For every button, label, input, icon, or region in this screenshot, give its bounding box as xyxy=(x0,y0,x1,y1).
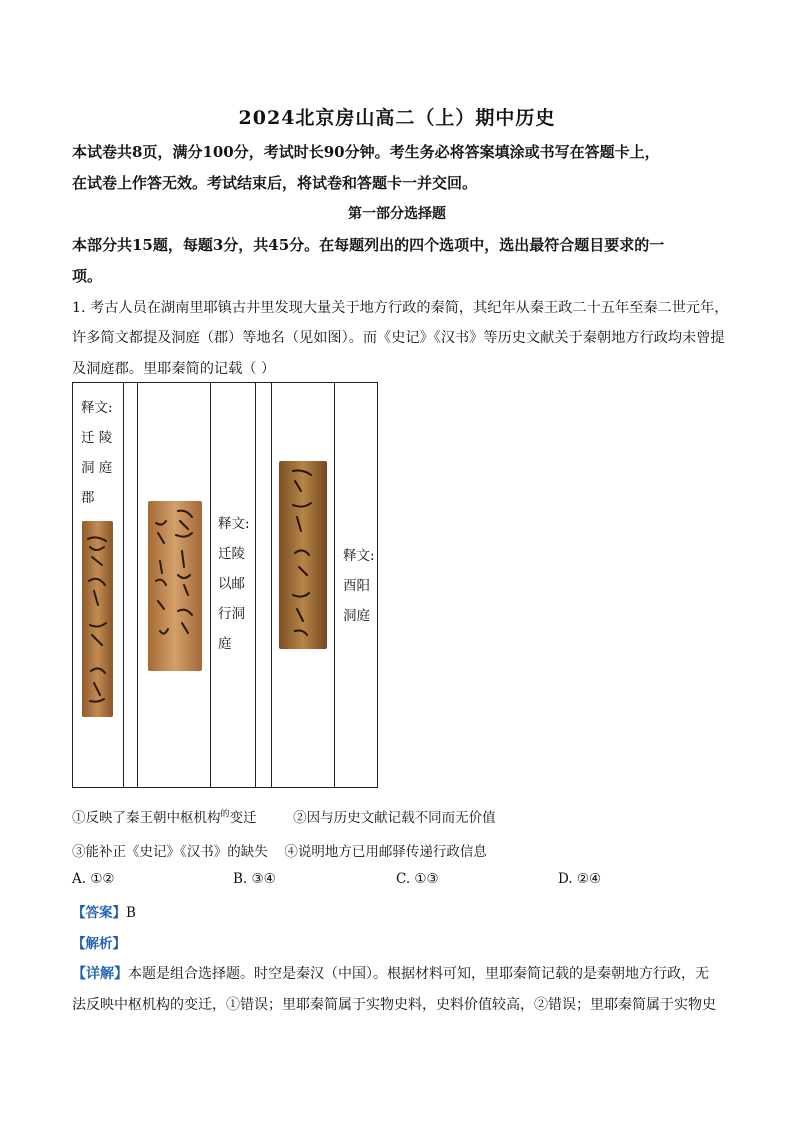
question-1-line-3: 及洞庭郡。里耶秦简的记载（ ） xyxy=(72,361,276,377)
page-title: 2024北京房山高二（上）期中历史 xyxy=(238,107,556,129)
option-b: B. ③④ xyxy=(233,871,276,887)
slip-table xyxy=(72,382,378,788)
intro-line-1: 本试卷共8页，满分100分，考试时长90分钟。考生务必将答案填涂或书写在答题卡上， xyxy=(72,143,660,161)
statement-2-text: ②因与历史文献记载不同而无价值 xyxy=(293,810,496,826)
intro-line-2: 在试卷上作答无效。考试结束后，将试卷和答题卡一并交回。 xyxy=(72,174,478,192)
slip-2-char-3: 行洞 xyxy=(218,606,245,622)
slip-1-image xyxy=(82,521,113,717)
slip-2-char-2: 以邮 xyxy=(218,576,245,592)
table-col-5 xyxy=(255,383,272,787)
slip-1-caption xyxy=(81,393,113,513)
slip-3-label: 释文: xyxy=(343,548,375,564)
statement-1-text-b: 变迁 xyxy=(229,810,257,826)
slip-3-image xyxy=(279,461,327,649)
table-col-2 xyxy=(123,383,138,787)
question-1-line-1: 1. 考古人员在湖南里耶镇古井里发现大量关于地方行政的秦简，其纪年从秦王政二十五年至秦二世元年， xyxy=(72,300,729,316)
answer-line xyxy=(72,901,732,921)
slip-3-caption xyxy=(343,541,375,631)
slip-3-char-2: 洞庭 xyxy=(343,608,370,624)
section-desc-line-2: 项。 xyxy=(72,267,103,285)
analysis-line xyxy=(72,932,732,952)
slip-1-label: 释文: xyxy=(81,400,113,416)
slip-2-char-1: 迁陵 xyxy=(218,546,245,562)
section-desc-line-1: 本部分共15题，每题3分，共45分。在每题列出的四个选项中，选出最符合题目要求的一 xyxy=(72,236,665,254)
slip-2-label: 释文: xyxy=(218,516,250,532)
detail-text-1: 本题是组合选择题。时空是秦汉（中国）。根据材料可知，里耶秦简记载的是秦朝地方行政，无 xyxy=(128,966,709,982)
slip-1-char-1: 迁 陵 xyxy=(81,430,113,446)
statements-line-2 xyxy=(72,840,732,860)
statement-1-sup: 的 xyxy=(220,809,230,820)
option-a: A. ①② xyxy=(72,871,115,887)
detail-line-1 xyxy=(72,963,732,983)
statement-3-text: ③能补正《史记》《汉书》的缺失 xyxy=(72,844,268,860)
section-title: 第一部分选择题 xyxy=(348,206,446,222)
slip-2-caption xyxy=(218,509,250,659)
slip-3-char-1: 酉阳 xyxy=(343,578,370,594)
option-d: D. ②④ xyxy=(558,871,602,887)
slip-2-char-4: 庭 xyxy=(218,636,232,652)
detail-line-2: 法反映中枢机构的变迁，①错误；里耶秦简属于实物史料，史料价值较高，②错误；里耶秦简属于实物史 xyxy=(72,997,716,1013)
answer-tag: 【答案】 xyxy=(72,905,126,921)
statements-line-1 xyxy=(72,806,732,826)
slip-2-image xyxy=(148,501,202,671)
statement-1-text-a: ①反映了秦王朝中枢机构 xyxy=(72,810,221,826)
slip-1-char-3: 郡 xyxy=(81,490,95,506)
answer-value: B xyxy=(126,905,136,921)
question-1-line-2: 许多简文都提及洞庭（郡）等地名（见如图）。而《史记》《汉书》等历史文献关于秦朝地方行政均未曾提 xyxy=(72,330,725,346)
statement-4-text: ④说明地方已用邮驿传递行政信息 xyxy=(284,844,487,860)
slip-1-char-2: 洞 庭 xyxy=(81,460,113,476)
option-c: C. ①③ xyxy=(396,871,439,887)
analysis-tag: 【解析】 xyxy=(72,936,126,952)
detail-tag: 【详解】 xyxy=(72,966,128,982)
